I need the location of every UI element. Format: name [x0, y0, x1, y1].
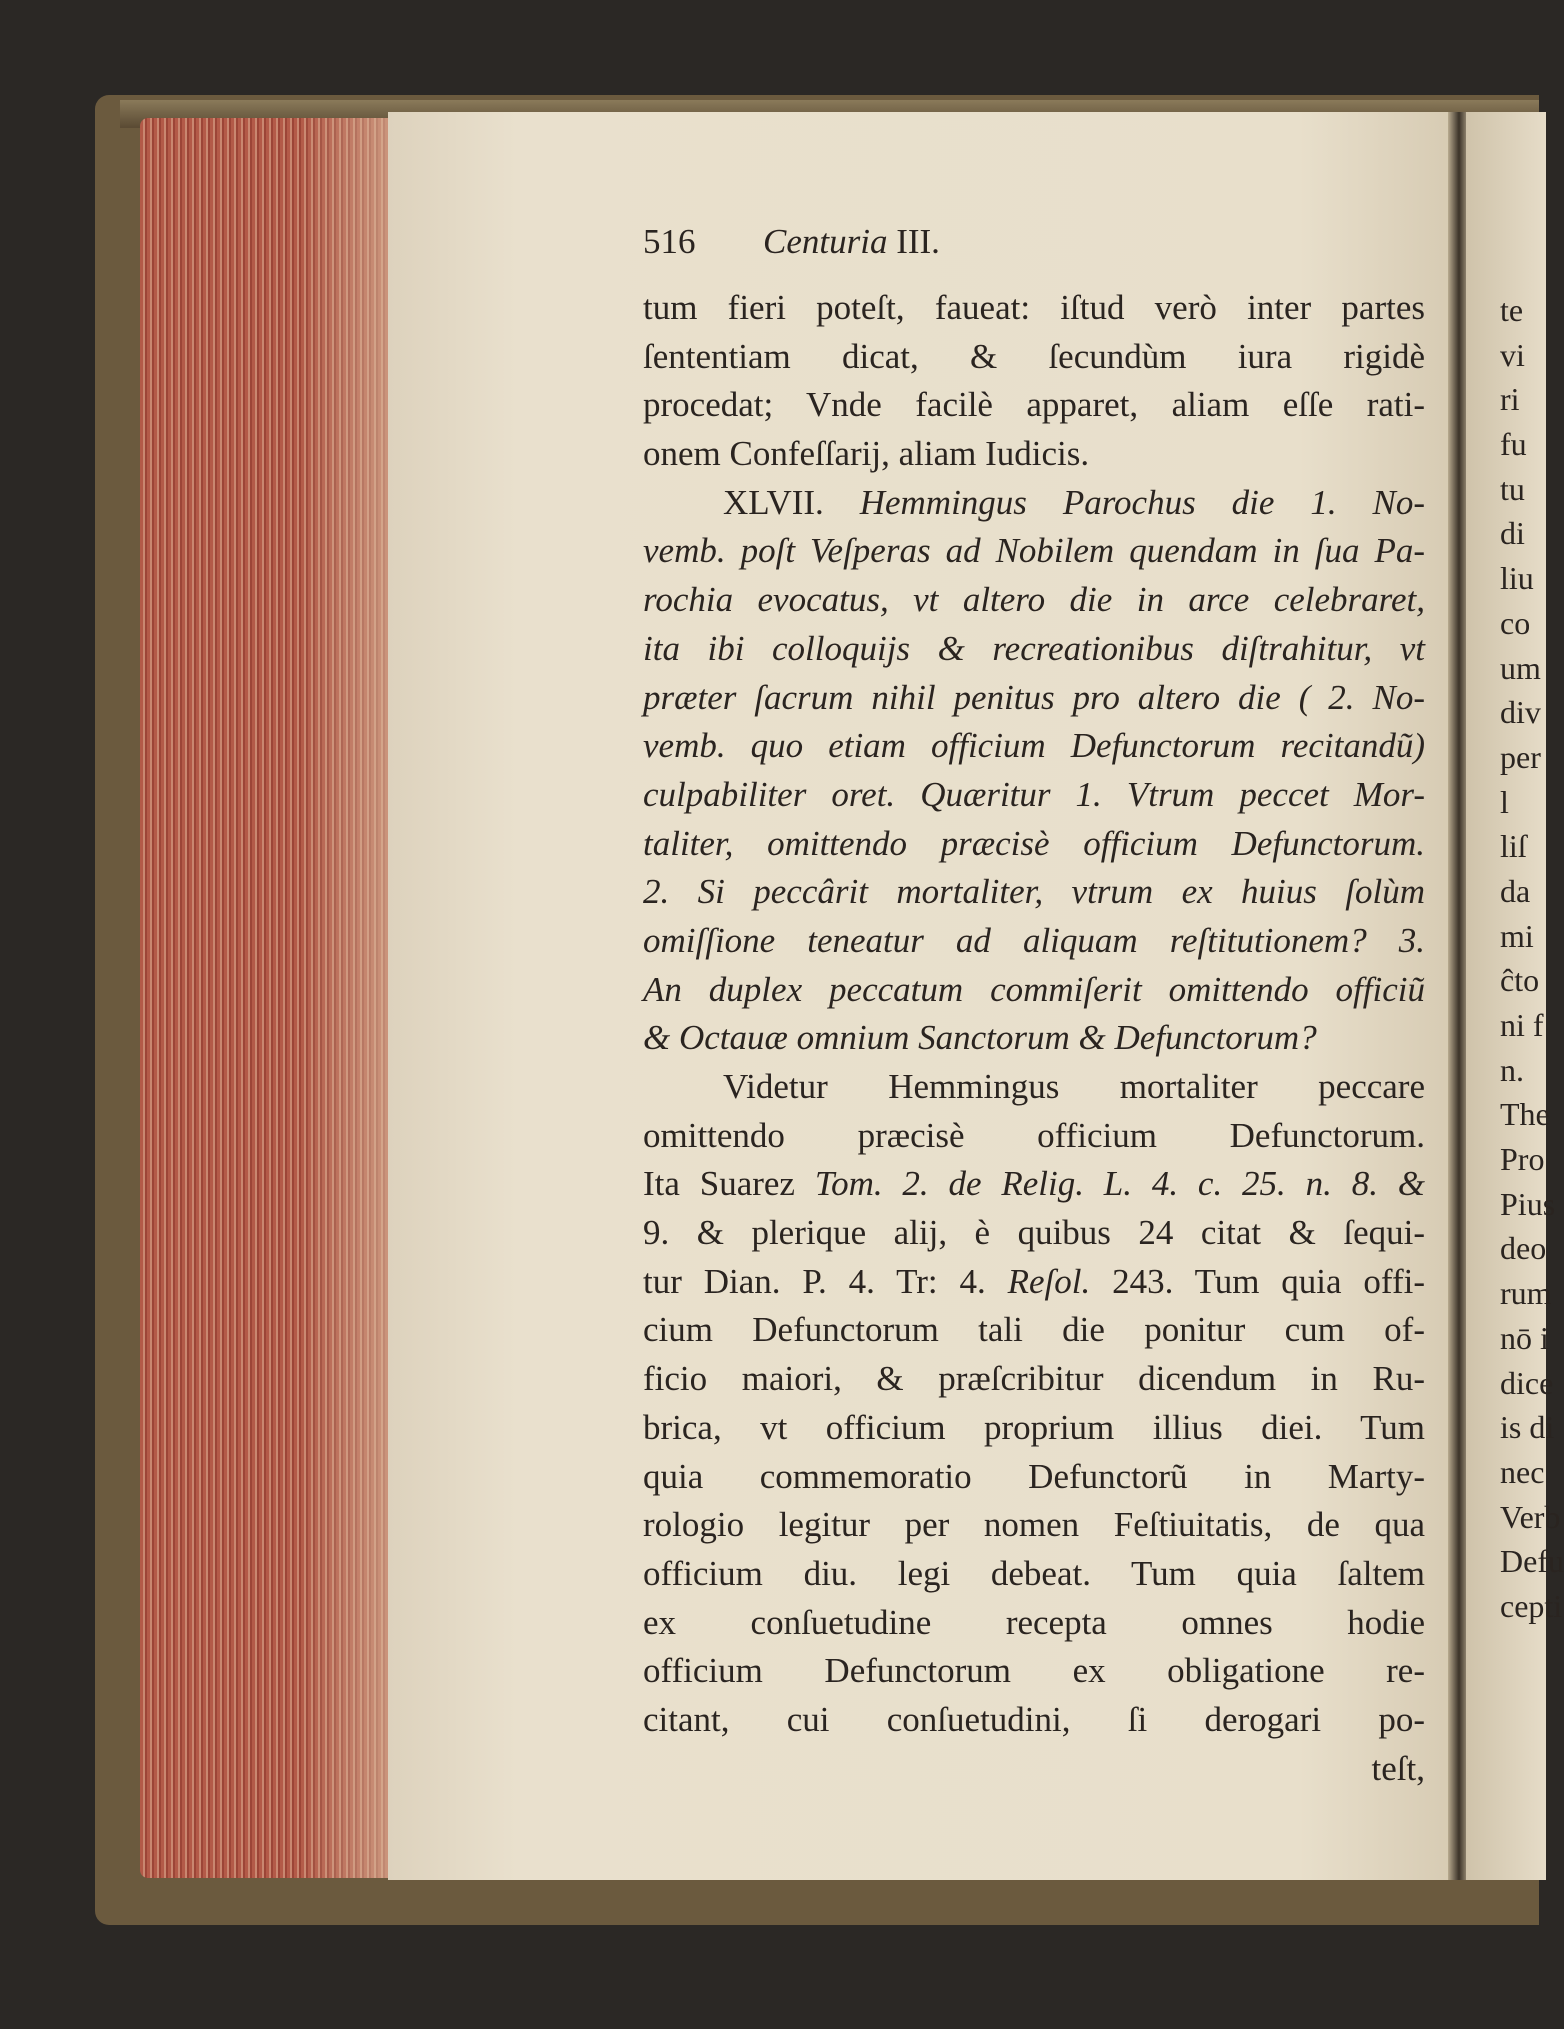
italic-text-segment: Tom. 2. de Relig. L. 4. c. 25. n. 8. &: [814, 1164, 1426, 1204]
right-page-fragment: n.: [1500, 1051, 1524, 1088]
italic-text-segment: præter ſacrum nihil penitus pro altero die ( 2. No-: [643, 677, 1425, 717]
right-page-fragment: Verb: [1500, 1498, 1561, 1535]
right-page-fragment: Pius: [1500, 1185, 1556, 1222]
right-page-fragment: da: [1500, 872, 1531, 909]
right-page-fragment: cepti: [1500, 1587, 1563, 1624]
text-segment: tum fieri poteſt, faueat: iſtud verò inter partes: [643, 288, 1425, 327]
right-page-fragment: um: [1500, 649, 1541, 686]
text-segment: rologio legitur per nomen Feſtiuitatis, de qua: [643, 1505, 1425, 1545]
text-line: [643, 674, 1425, 723]
italic-text-segment: taliter, omittendo præcisè officium Defunctorum.: [643, 823, 1425, 863]
right-page-fragment: fu: [1500, 426, 1527, 463]
text-segment: officium Defunctorum ex obligatione re-: [643, 1651, 1425, 1691]
right-page-fragment: te: [1500, 292, 1524, 328]
right-page-fragment: per: [1500, 738, 1541, 775]
text-line: [643, 1696, 1425, 1745]
text-line: [643, 1647, 1425, 1696]
right-page-fragment: l: [1500, 783, 1509, 820]
page-edges-shade: [300, 118, 390, 1878]
text-line: [643, 381, 1425, 430]
italic-text-segment: ita ibi colloquijs & recreationibus diſtrahitur, vt: [643, 628, 1425, 668]
right-page-fragment: Defu: [1500, 1543, 1564, 1580]
right-page-fragment: nō i: [1500, 1319, 1549, 1356]
italic-text-segment: An duplex peccatum commiſerit omittendo officiũ: [643, 969, 1425, 1009]
right-page-fragment: dice: [1500, 1364, 1554, 1401]
text-line: [643, 1112, 1425, 1161]
text-line: [643, 917, 1425, 966]
text-segment: quia commemoratio Defunctorũ in Marty-: [643, 1456, 1425, 1496]
text-segment: ex conſuetudine recepta omnes hodie: [643, 1602, 1425, 1642]
right-page-fragment: tu: [1500, 470, 1525, 507]
text-line: [643, 1063, 1425, 1112]
text-line: [643, 1306, 1425, 1355]
page-number: 516: [643, 222, 696, 261]
running-title: [763, 222, 940, 262]
right-page-fragment: The: [1500, 1096, 1550, 1133]
text-line: [643, 868, 1425, 917]
text-line: [643, 1404, 1425, 1453]
right-page-fragment: is di: [1500, 1409, 1555, 1446]
right-page-fragment: deo: [1500, 1230, 1547, 1267]
text-line: [643, 527, 1425, 576]
text-line: [643, 966, 1425, 1015]
text-line: [643, 1501, 1425, 1550]
italic-text-segment: vemb. poſt Veſperas ad Nobilem quendam in ſua Pa-: [643, 531, 1425, 571]
text-line: [643, 1160, 1425, 1209]
text-line: [643, 284, 1425, 333]
page-body-text: [643, 284, 1425, 1793]
text-segment: cium Defunctorum tali die ponitur cum of-: [643, 1310, 1425, 1350]
text-line: [643, 722, 1425, 771]
text-line: [643, 479, 1425, 528]
right-page-fragment: rum: [1500, 1275, 1552, 1312]
right-page-fragment: nec: [1500, 1453, 1545, 1490]
text-line: [643, 333, 1425, 382]
running-title-numeral: III.: [896, 222, 940, 261]
right-page-fragment: ni f: [1500, 1007, 1544, 1043]
text-line: [643, 1209, 1425, 1258]
italic-text-segment: Reſol.: [1007, 1261, 1091, 1301]
text-segment: onem Confeſſarij, aliam Iudicis.: [643, 434, 1090, 474]
italic-text-segment: vemb. quo etiam officium Defunctorum recitandũ): [643, 726, 1425, 766]
italic-text-segment: & Octauæ omnium Sanctorum & Defunctorum?: [643, 1018, 1317, 1058]
text-line: [643, 771, 1425, 820]
text-segment: omittendo præcisè officium Defunctorum.: [643, 1115, 1425, 1155]
italic-text-segment: 2. Si peccârit mortaliter, vtrum ex huius ſolùm: [643, 872, 1425, 912]
text-segment: 243. Tum quia offi-: [1090, 1261, 1425, 1301]
right-page-fragment: ĉto: [1500, 962, 1540, 999]
text-segment: Videtur Hemmingus mortaliter peccare: [723, 1067, 1425, 1106]
text-line: [643, 1355, 1425, 1404]
right-page-text-fragments: [1500, 288, 1564, 1629]
text-segment: procedat; Vnde facilè apparet, aliam eſſe rati-: [643, 385, 1425, 425]
text-line: [643, 1453, 1425, 1502]
italic-text-segment: culpabiliter oret. Quæritur 1. Vtrum peccet Mor-: [643, 774, 1425, 814]
right-page-fragment: vi: [1500, 336, 1525, 373]
right-page-fragment: di: [1500, 515, 1525, 552]
right-page-fragment: div: [1500, 694, 1541, 731]
italic-text-segment: rochia evocatus, vt altero die in arce celebraret,: [643, 580, 1425, 620]
text-segment: Ita Suarez: [643, 1164, 815, 1204]
text-segment: officium diu. legi debeat. Tum quia ſaltem: [643, 1553, 1425, 1593]
right-page-fragment: liſ: [1500, 828, 1527, 865]
right-page-fragment: co: [1500, 604, 1531, 641]
text-line: [643, 1014, 1425, 1063]
text-segment: citant, cui conſuetudini, ſi derogari po-: [643, 1699, 1425, 1739]
text-segment: ficio maiori, & præſcribitur dicendum in Ru-: [643, 1359, 1425, 1399]
text-line: [643, 1745, 1425, 1794]
italic-text-segment: omiſſione teneatur ad aliquam reſtitutionem? 3.: [643, 920, 1425, 960]
right-page-fragment: mi: [1500, 917, 1534, 954]
text-segment: XLVII.: [723, 482, 860, 522]
text-segment: 9. & plerique alij, è quibus 24 citat & ſequi-: [643, 1213, 1425, 1253]
text-segment: tur Dian. P. 4. Tr: 4.: [643, 1261, 1008, 1301]
italic-text-segment: Hemmingus Parochus die 1. No-: [859, 482, 1426, 522]
text-line: [643, 430, 1425, 479]
text-segment: teſt,: [1371, 1748, 1425, 1788]
running-title-text: Centuria: [763, 222, 888, 261]
text-line: [643, 625, 1425, 674]
text-line: [643, 1599, 1425, 1648]
text-line: [643, 576, 1425, 625]
right-page-fragment: Pro: [1500, 1141, 1545, 1178]
right-page-fragment: liu: [1500, 560, 1534, 597]
text-segment: brica, vt officium proprium illius diei. Tum: [643, 1407, 1425, 1447]
text-line: [643, 1550, 1425, 1599]
page-header: [643, 222, 1423, 272]
text-line: [643, 820, 1425, 869]
right-page-fragment: ri: [1500, 381, 1520, 418]
text-line: [643, 1258, 1425, 1307]
text-segment: ſententiam dicat, & ſecundùm iura rigidè: [643, 336, 1425, 376]
